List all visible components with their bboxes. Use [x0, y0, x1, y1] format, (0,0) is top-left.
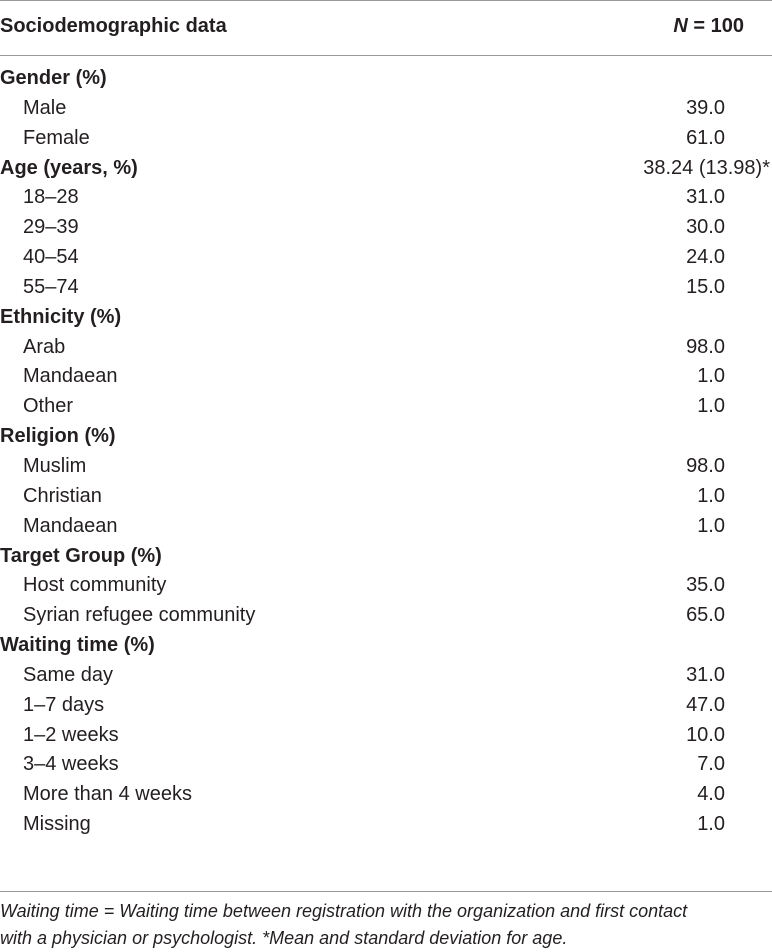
row-label: 3–4 weeks: [23, 753, 119, 776]
row-value: 15.0: [686, 275, 725, 298]
row-value: 24.0: [686, 246, 725, 269]
table-row: [0, 512, 772, 542]
section-header-row: [0, 303, 772, 333]
section-header-row: [0, 631, 772, 661]
row-label: 18–28: [23, 186, 79, 209]
row-label: Muslim: [23, 454, 87, 477]
table-footnote: [0, 898, 772, 952]
row-value: 30.0: [686, 216, 725, 239]
row-label: 55–74: [23, 275, 79, 298]
row-label: Mandaean: [23, 514, 118, 537]
section-label: Ethnicity (%): [0, 305, 122, 328]
row-label: Female: [23, 126, 90, 149]
section-label: Gender (%): [0, 67, 107, 89]
row-value: 1.0: [697, 484, 725, 507]
row-label: Missing: [23, 813, 91, 836]
header-n-symbol: N: [673, 15, 688, 37]
table-row: [0, 721, 772, 751]
row-label: 1–2 weeks: [23, 723, 119, 746]
section-header-row: [0, 64, 772, 94]
table-row: [0, 482, 772, 512]
row-value: 1.0: [697, 365, 725, 388]
row-label: Christian: [23, 484, 102, 507]
table-row: [0, 780, 772, 810]
table-row: [0, 362, 772, 392]
table-row: [0, 333, 772, 363]
header-label: Sociodemographic data: [0, 15, 227, 37]
table-row: [0, 392, 772, 422]
table-row: [0, 661, 772, 691]
row-value: 4.0: [697, 783, 725, 806]
section-label: Target Group (%): [0, 544, 162, 567]
section-label: Age (years, %): [0, 156, 138, 179]
row-label: Other: [23, 395, 74, 418]
section-header-row: [0, 542, 772, 572]
row-value: 98.0: [686, 335, 725, 358]
table-header-rule: [0, 55, 772, 56]
table-row: [0, 691, 772, 721]
table-row: [0, 243, 772, 273]
row-label: More than 4 weeks: [23, 783, 192, 806]
section-header-row: [0, 422, 772, 452]
row-label: Host community: [23, 574, 167, 597]
row-label: 29–39: [23, 216, 79, 239]
table-body: [0, 64, 772, 840]
row-value: 10.0: [686, 723, 725, 746]
footnote-line-2: with a physician or psychologist. *Mean and standard deviation for age.: [0, 928, 568, 948]
table-row: [0, 601, 772, 631]
table-row: [0, 94, 772, 124]
header-sample-size: [673, 15, 744, 38]
table-row: [0, 571, 772, 601]
row-label: Arab: [23, 335, 66, 358]
table-row: [0, 124, 772, 154]
row-value: 7.0: [697, 753, 725, 776]
row-value: 39.0: [686, 96, 725, 119]
row-label: Syrian refugee community: [23, 604, 256, 627]
row-value: 47.0: [686, 693, 725, 716]
table-row: [0, 183, 772, 213]
row-value: 1.0: [697, 813, 725, 836]
row-value: 31.0: [686, 186, 725, 209]
table-header-row: [0, 0, 772, 55]
section-label: Waiting time (%): [0, 634, 155, 657]
row-value: 61.0: [686, 126, 725, 149]
header-n-value: = 100: [687, 15, 744, 37]
row-label: 1–7 days: [23, 693, 105, 716]
table-row: [0, 213, 772, 243]
table-bottom-rule: [0, 891, 772, 892]
row-value: 35.0: [686, 574, 725, 597]
row-value: 1.0: [697, 395, 725, 418]
row-value: 65.0: [686, 604, 725, 627]
row-label: Mandaean: [23, 365, 118, 388]
row-value: 38.24 (13.98)*: [643, 156, 770, 179]
row-label: Male: [23, 96, 67, 119]
table-row: [0, 273, 772, 303]
row-value: 1.0: [697, 514, 725, 537]
row-value: 31.0: [686, 663, 725, 686]
table-row: [0, 750, 772, 780]
table-row: [0, 452, 772, 482]
footnote-line-1: Waiting time = Waiting time between registration with the organization and first contact: [0, 901, 688, 921]
table-row: [0, 810, 772, 840]
section-label: Religion (%): [0, 425, 116, 448]
section-header-row: [0, 154, 772, 184]
row-label: Same day: [23, 663, 114, 686]
row-label: 40–54: [23, 246, 79, 269]
row-value: 98.0: [686, 454, 725, 477]
